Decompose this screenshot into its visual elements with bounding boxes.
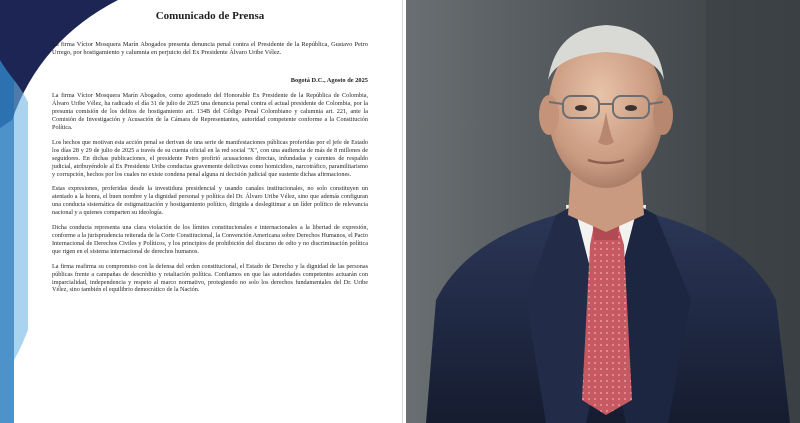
left-ear: [539, 95, 559, 135]
light-blue-side-stripe: [14, 80, 28, 360]
document-body: [52, 10, 368, 301]
document-paragraph-5: La firma reafirma su compromiso con la defensa del orden constitucional, el Estado de Derecho y la dignidad de las personas públicas frente a campañas de descrédito y retaliación política. Confiamos en que las autoridades competentes actuarán con imparcialidad, independencia y respeto al marco normativo, protegiendo no solo los derechos fundamentales del Dr. Uribe Vélez, sino también el equilibrio democrático de la Nación.: [52, 262, 368, 294]
right-eye: [625, 105, 637, 111]
document-date: Bogotá D.C., Agosto de 2025: [290, 77, 368, 85]
portrait-photo: [406, 0, 800, 423]
document-paragraph-1: La firma Víctor Mosquera Marín Abogados, como apoderado del Honorable Ex Presidente de la República de Colombia, Álvaro Uribe Vélez, ha radicado el día 31 de julio de 2025 una denuncia penal contra el actual presidente de Colombia, por la presunta comisión de los delitos de hostigamiento art. 134B del Código Penal Colombiano y calumnia art. 221, ante la Comisión de Investigación y Acusación de la Cámara de Representantes, autoridad competente conforme a la Constitución Política.: [52, 92, 368, 132]
right-ear: [653, 95, 673, 135]
portrait-illustration: [406, 0, 800, 423]
document-intro: La firma Víctor Mosquera Marín Abogados presenta denuncia penal contra el Presidente de la República, Gustavo Petro Urrego, por hostigamiento y calumnia en perjuicio del Ex Presidente Álvaro Uribe Vélez.: [52, 41, 368, 57]
document-paragraph-4: Dicha conducta representa una clara violación de los límites constitucionales e internacionales a la libertad de expresión, conforme a la jurisprudencia reiterada de la Corte Constitucional, la Convención Americana sobre Derechos Humanos, el Pacto Internacional de Derechos Civiles y Políticos, y los principios de prohibición del discurso de odio y no discriminación política que rigen en el sistema internacional de derechos humanos.: [52, 224, 368, 255]
document-paragraph-3: Estas expresiones, proferidas desde la investidura presidencial y usando canales institucionales, no solo constituyen un atentado a la honra, el buen nombre y la dignidad personal y política del Dr. Álvaro Uribe Vélez, sino que además configuran una conducta sistemática de estigmatización y hostigamiento político, dirigida a deslegitimar a un líder político de relevancia nacional y a quienes comparten su ideología.: [52, 185, 368, 217]
document-title: Comunicado de Prensa: [155, 10, 265, 22]
document-paragraph-2: Los hechos que motivan esta acción penal se derivan de una serie de manifestaciones públicas proferidas por el jefe de Estado los días 28 y 29 de julio de 2025 a través de su cuenta oficial en la red social "X", con una audiencia de más de 8 millones de seguidores. En dichas publicaciones, el presidente Petro profirió acusaciones directas, infundadas y carentes de respaldo judicial, atribuyéndole al Ex Presidente Uribe conductas gravemente delictivas como homicidios, narcotráfico, paramilitarismo y corrupción, hechos por los cuales no existe condena penal alguna ni decisión judicial que sustente dichas afirmaciones.: [52, 138, 368, 178]
left-eye: [575, 105, 587, 111]
blue-side-stripe: [0, 60, 14, 423]
